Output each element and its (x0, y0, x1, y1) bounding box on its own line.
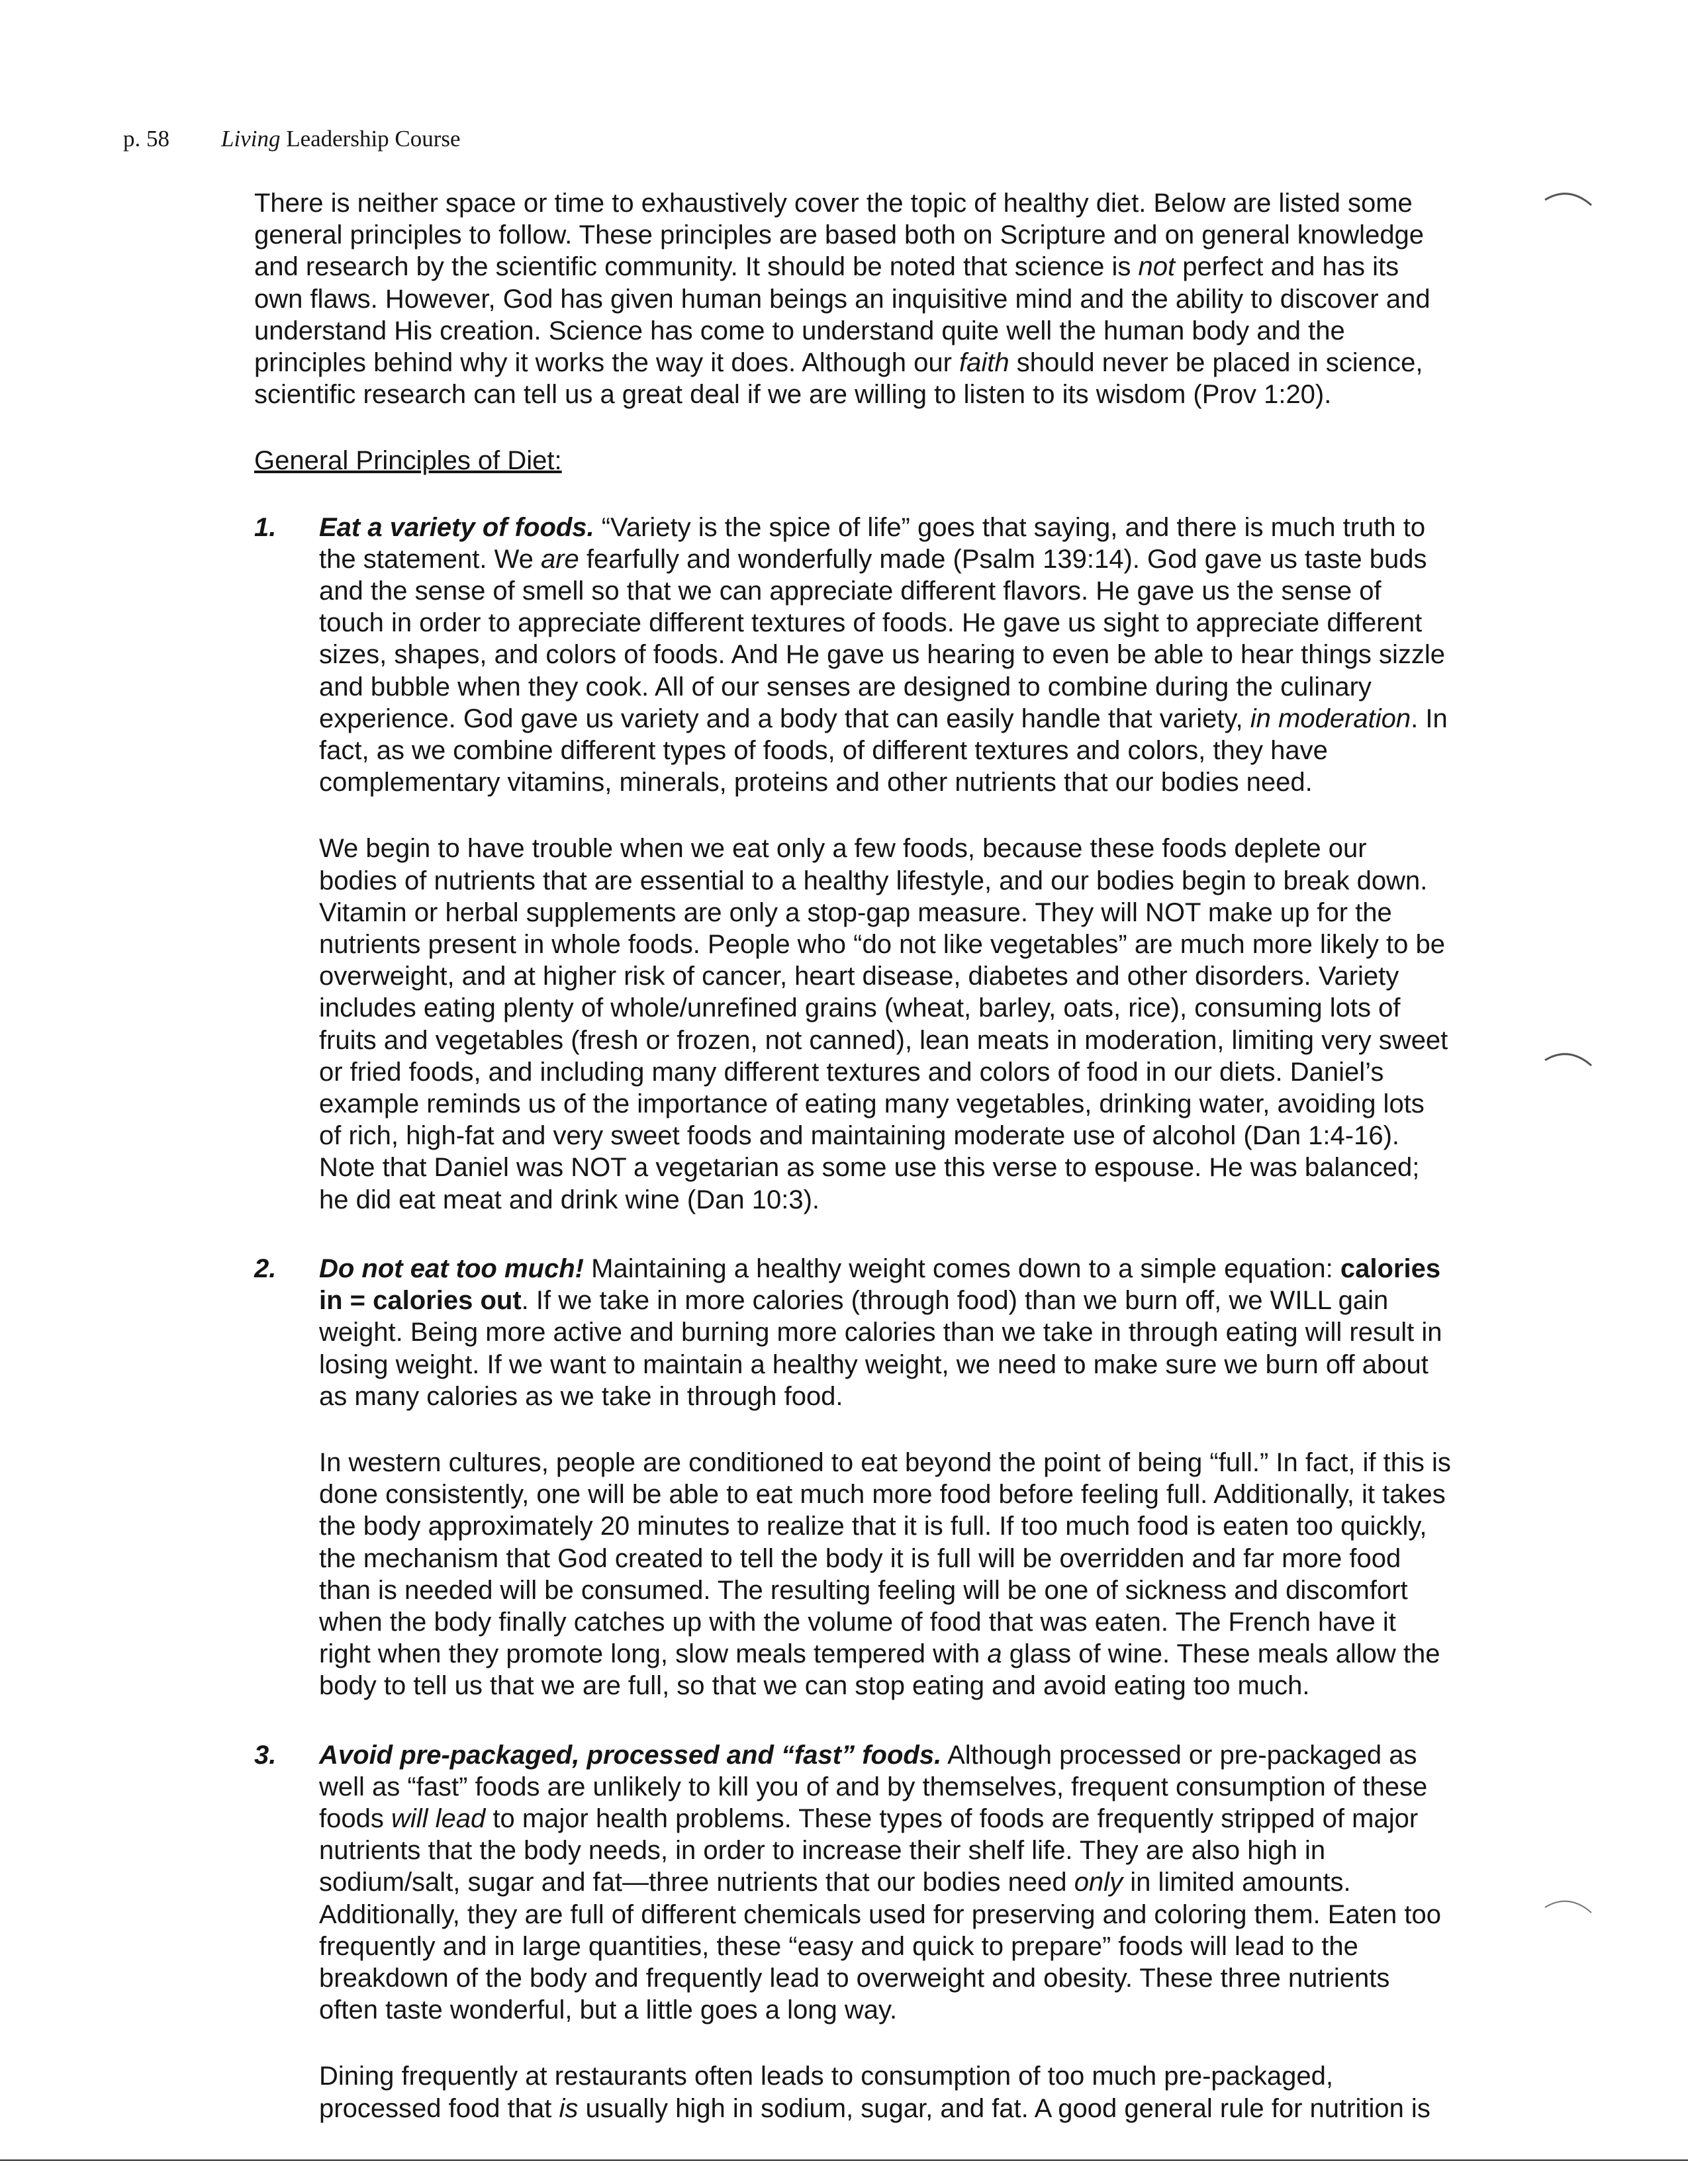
item-heading: Do not eat too much! (319, 1253, 584, 1283)
page-number: p. 58 (123, 126, 169, 152)
text-line: understand His creation. Science has come to understand quite well the human body and the (254, 316, 1345, 345)
list-item-1 (254, 512, 1532, 1216)
section-heading: General Principles of Diet: (254, 446, 562, 476)
punch-hole-mark (1542, 1046, 1602, 1085)
item-paragraph: Do not eat too much! Maintaining a healthy weight comes down to a simple equation: calories in = calories out. If we take in more calories (through food) than we burn off, we WILL gain weight. Being more active and burning more calories than we take in through eating will result in losing weight. If we want to maintain a healthy weight, we need to make sure we burn off about as many calories as we take in through food. (319, 1253, 1442, 1411)
punch-hole-mark (1542, 185, 1602, 245)
item-paragraph: In western cultures, people are conditioned to eat beyond the point of being “full.” In fact, if this is done consistently, one will be able to eat much more food before feeling full. Additionally, it takes the body approximately 20 minutes to realize that it is full. If too much food is eaten too quickly, the mechanism that God created to tell the body it is full will be overridden and far more food than is needed will be consumed. The resulting feeling will be one of sickness and discomfort when the body finally catches up with the volume of food that was eaten. The French have it right when they promote long, slow meals tempered with a glass of wine. These meals allow the body to tell us that we are full, so that we can stop eating and avoid eating too much. (319, 1447, 1451, 1701)
item-paragraph: Dining frequently at restaurants often leads to consumption of too much pre-packaged, processed food that is usually high in sodium, sugar, and fat. A good general rule for nutrition is (319, 2062, 1430, 2123)
text-line: principles behind why it works the way it does. Although our faith should never be placed in science, (254, 348, 1423, 378)
item-paragraph: Eat a variety of foods. “Variety is the spice of life” goes that saying, and there is much truth to the statement. We are fearfully and wonderfully made (Psalm 139:14). God gave us taste buds and the sense of smell so that we can appreciate different flavors. He gave us the sense of touch in order to appreciate different textures of foods. He gave us sight to appreciate different sizes, shapes, and colors of foods. And He gave us hearing to even be able to hear things sizzle and bubble when they cook. All of our senses are designed to combine during the culinary experience. God gave us variety and a body that can easily handle that variety, in moderation. In fact, as we combine different types of foods, of different textures and colors, they have complementary vitamins, minerals, proteins and other nutrients that our bodies need. (319, 512, 1448, 797)
text-line: general principles to follow. These principles are based both on Scripture and on general knowledge (254, 220, 1425, 250)
course-title-italic: Living (221, 126, 281, 152)
punch-hole-mark (1542, 1893, 1602, 1933)
item-heading: Eat a variety of foods. (319, 512, 594, 542)
text-line: scientific research can tell us a great deal if we are willing to listen to its wisdom (Prov 1:20). (254, 380, 1332, 410)
page-bottom-edge (0, 2160, 1688, 2161)
text-line: and research by the scientific community. It should be noted that science is not perfect and has its (254, 252, 1399, 282)
page-header (123, 124, 461, 154)
item-paragraph: We begin to have trouble when we eat only a few foods, because these foods deplete our bodies of nutrients that are essential to a healthy lifestyle, and our bodies begin to break down. Vitamin or herbal supplements are only a stop-gap measure. They will NOT make up for the nutrients present in whole foods. People who “do not like vegetables” are much more likely to be overweight, and at higher risk of cancer, heart disease, diabetes and other disorders. Variety includes eating plenty of whole/unrefined grains (wheat, barley, oats, rice), consuming lots of fruits and vegetables (fresh or frozen, not canned), lean meats in moderation, limiting very sweet or fried foods, and including many different textures and colors of food in our diets. Daniel’s example reminds us of the importance of eating many vegetables, drinking water, avoiding lots of rich, high-fat and very sweet foods and maintaining moderate use of alcohol (Dan 1:4-16). Note that Daniel was NOT a vegetarian as some use this verse to espouse. He was balanced; he did eat meat and drink wine (Dan 10:3). (319, 834, 1448, 1214)
text-line: own flaws. However, God has given human beings an inquisitive mind and the ability to discover and (254, 284, 1430, 314)
list-number: 2. (254, 1253, 277, 1283)
text-line: There is neither space or time to exhaustively cover the topic of healthy diet. Below are listed some (254, 189, 1413, 218)
list-item-2 (254, 1253, 1532, 1702)
course-title: Leadership Course (280, 126, 461, 152)
item-heading: Avoid pre-packaged, processed and “fast” foods. (319, 1740, 942, 1770)
list-item-3 (254, 1739, 1532, 2124)
list-number: 3. (254, 1740, 277, 1770)
intro-paragraph (254, 187, 1532, 410)
item-paragraph: Avoid pre-packaged, processed and “fast” foods. Although processed or pre-packaged as well as “fast” foods are unlikely to kill you of and by themselves, frequent consumption of these foods will lead to major health problems. These types of foods are frequently stripped of major nutrients that the body needs, in order to increase their shelf life. They are also high in sodium/salt, sugar and fat—three nutrients that our bodies need only in limited amounts. Additionally, they are full of different chemicals used for preserving and coloring them. Eaten too frequently and in large quantities, these “easy and quick to prepare” foods will lead to the breakdown of the body and frequently lead to overweight and obesity. These three nutrients often taste wonderful, but a little goes a long way. (319, 1740, 1442, 2025)
list-number: 1. (254, 512, 277, 542)
page-body (254, 187, 1532, 2161)
